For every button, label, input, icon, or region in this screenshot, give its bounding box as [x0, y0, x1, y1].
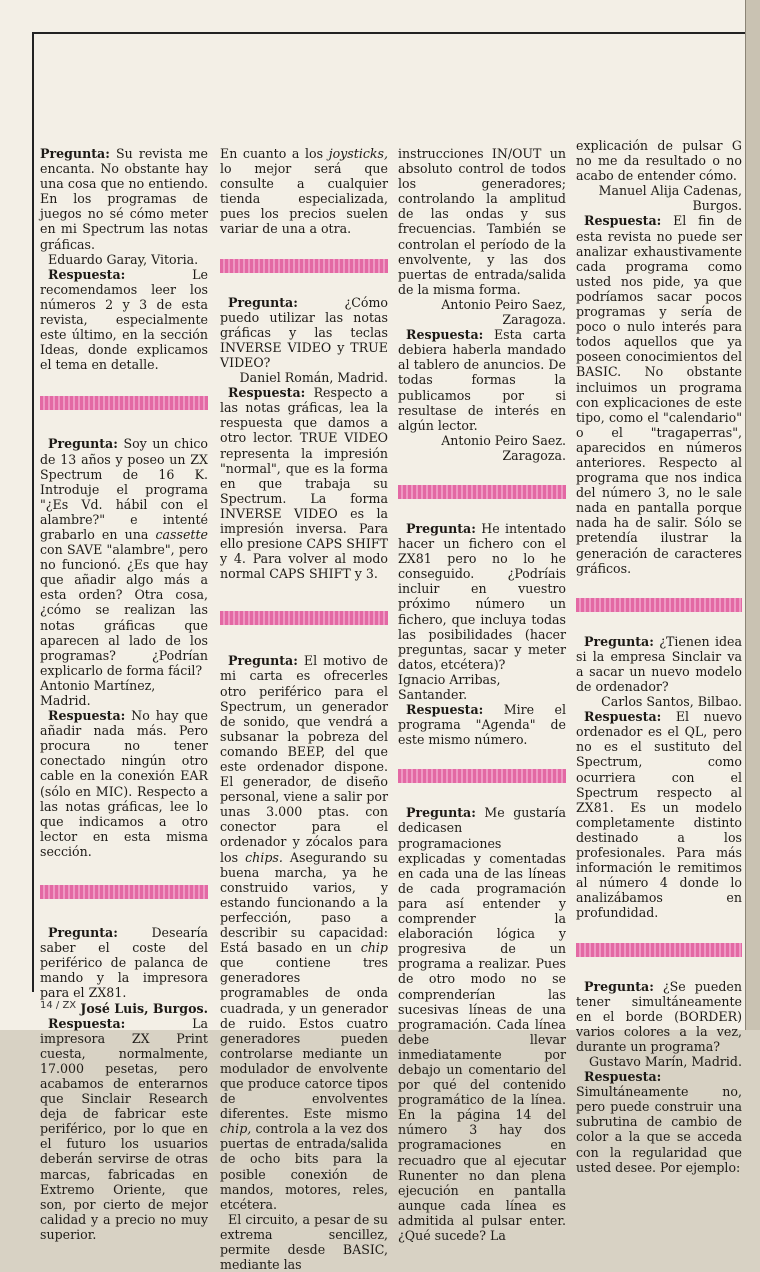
letter-continuation: explicación de pulsar G no me da resultado o no acabo de entender cómo.: [576, 138, 742, 184]
letter-question: [40, 146, 208, 252]
column-4: [576, 138, 742, 1175]
question-label: Pregunta:: [48, 436, 118, 452]
answer-label: Respuesta:: [406, 327, 484, 343]
question-label: Pregunta:: [40, 146, 110, 161]
question-label: Pregunta:: [228, 294, 298, 310]
section-separator: [40, 885, 208, 899]
question-label: Pregunta:: [48, 925, 118, 941]
question-text: Me gustaría dedicasen programaciones explicadas y comentadas en cada una de las líneas de cada programación para así entender y comprender la elaboración lógica y progresiva de un programa a realizar. Pues de otro modo no se comprenderían las sucesivas líneas de una programación. Cada línea debe llevar inmediatamente por debajo un comentario del por qué del contenido programático de la línea. En la página 14 del número 3 hay dos programaciones en recuadro que al ejecutar Runenter no dan plena ejecución en pantalla aunque cada línea es admitida al pulsar enter. ¿Qué sucede? La: [398, 805, 566, 1243]
body-text: lo mejor será que consulte a cualquier tienda especializada, pues los precios suelen variar de una a otra.: [220, 161, 388, 237]
letter-answer: [398, 327, 566, 433]
letter-question: [220, 653, 388, 1211]
section-separator: [220, 611, 388, 625]
question-label: Pregunta:: [406, 520, 476, 536]
question-text: que contiene tres generadores programables de onda cuadrada, y un generador de ruido. Estos cuatro generadores pueden controlarse mediante un modulador de envolvente que produce catorce tipos de envolventes diferentes. Este mismo: [220, 955, 388, 1122]
letter-continuation: [220, 146, 388, 237]
letter-question: [40, 436, 208, 678]
question-text: Desearía saber el coste del periférico de palanca de mando y la impresora para el ZX81.: [40, 925, 208, 1001]
letter-question: [40, 925, 208, 1000]
section-separator: [398, 769, 566, 783]
letter-continuation: instrucciones IN/OUT un absoluto control de todos los generadores; controlando la amplitud de las ondas y sus frecuencias. También se controlan el período de la envolvente, y las dos puertas de entrada/salida de la misma forma.: [398, 146, 566, 297]
letter-question: [398, 521, 566, 672]
answer-text: La impresora ZX Print cuesta, normalmente, 17.000 pesetas, pero acabamos de enterarnos que Sinclair Research deja de fabricar este periférico, por lo que en el futuro los usuarios deberán servirse de otras marcas, fabricadas en Extremo Oriente, que son, por cierto de mejor calidad y a precio no muy superior.: [40, 1015, 208, 1242]
letter-answer: [40, 1016, 208, 1242]
question-text-italic: chip,: [220, 1121, 252, 1137]
answer-text: El fin de esta revista no puede ser analizar exhaustivamente cada programa como usted nos pide, ya que podríamos sacar pocos programas y sería de poco o nulo interés para todos aquellos que ya poseen conocimientos del BASIC. No obstante incluimos un programa con explicaciones de este tipo, como el "calendario" o el "tragaperras", aparecidos en números anteriores. Respecto al programa que nos indica del número 3, no le sale nada en pantalla porque nada ha de salir. Sólo se pretendía ilustrar la generación de caracteres gráficos.: [576, 213, 742, 576]
letter-answer: [576, 1069, 742, 1175]
answer-label: Respuesta:: [48, 1015, 126, 1031]
answer-label: Respuesta:: [584, 213, 662, 229]
section-separator: [40, 396, 208, 410]
question-label: Pregunta:: [584, 978, 654, 994]
answer-label: Respuesta:: [48, 708, 126, 724]
letter-question: [576, 979, 742, 1054]
question-text: ¿Tienen idea si la empresa Sinclair va a sacar un nuevo modelo de ordenador?: [576, 633, 742, 694]
answer-text: Mire el programa "Agenda" de este mismo número.: [398, 702, 566, 748]
section-separator: [576, 598, 742, 612]
answer-text: Respecto a las notas gráficas, lea la respuesta que damos a otro lector. TRUE VIDEO representa la impresión "normal", que es la forma en que trabaja su Spectrum. La forma INVERSE VIDEO es la impresión inversa. Para ello presione CAPS SHIFT y 4. Para volver al modo normal CAPS SHIFT y 3.: [220, 385, 388, 582]
question-text-italic: chip: [360, 940, 388, 956]
letter-answer: [40, 708, 208, 859]
letter-paragraph: El circuito, a pesar de su extrema sencillez, permite desde BASIC, mediante las: [220, 1211, 388, 1272]
letter-question: [220, 295, 388, 370]
letter-signature: Antonio Peiro Saez,: [441, 296, 566, 312]
letter-signature: Manuel Alija Cadenas,: [598, 183, 742, 199]
section-separator: [398, 485, 566, 499]
letter-signature: Carlos Santos, Bilbao.: [601, 694, 742, 710]
letter-answer: [220, 385, 388, 581]
letter-signature: Gustavo Marín, Madrid.: [588, 1053, 742, 1069]
question-text: Asegurando su buena marcha, ya he construido varios, y estando funcionando a la perfección, paso a describir su capacidad: Está basado en un: [220, 849, 388, 956]
answer-label: Respuesta:: [228, 385, 306, 401]
question-text-italic: chips.: [245, 849, 283, 865]
column-1: [40, 146, 208, 1242]
question-label: Pregunta:: [228, 653, 298, 669]
question-label: Pregunta:: [406, 805, 476, 821]
question-text: ¿Cómo puedo utilizar las notas gráficas y las teclas INVERSE VIDEO y TRUE VIDEO?: [220, 294, 388, 370]
answer-label: Respuesta:: [584, 709, 662, 725]
answer-label: Respuesta:: [584, 1069, 662, 1085]
question-text: Soy un chico de 13 años y poseo un ZX Spectrum de 16 K. Introduje el programa "¿Es Vd. hábil con el alambre?" e intenté grabarlo en una: [40, 436, 208, 542]
answer-text: No hay que añadir nada más. Pero procura no tener conectado ningún otro cable en la conexión EAR (sólo en MIC). Respecto a las notas gráficas, lee lo que indicamos a otro lector en esta misma sección.: [40, 708, 208, 859]
letter-answer: [576, 213, 742, 575]
page-number: 14 / ZX: [40, 1000, 77, 1011]
body-text: En cuanto a los: [220, 146, 329, 161]
question-text: con SAVE "alambre", pero no funcionó. ¿Es que hay que añadir algo más a esta orden? Otra cosa, ¿cómo se realizan las notas gráficas que aparecen al lado de los programas? ¿Podrían explicarlo de forma fácil?: [40, 542, 208, 678]
letter-signature-city: Zaragoza.: [502, 447, 566, 463]
section-separator: [220, 259, 388, 273]
letter-signature: Antonio Martínez, Madrid.: [40, 677, 156, 708]
letter-question: [398, 805, 566, 1243]
letter-answer: [398, 702, 566, 747]
letter-answer: [576, 709, 742, 920]
question-text-italic: cassette: [155, 526, 208, 542]
letter-signature: Antonio Peiro Saez.: [441, 432, 566, 448]
body-text-italic: joysticks,: [328, 146, 388, 161]
frame-rule-left: [32, 32, 34, 992]
question-text: ¿Se pueden tener simultáneamente en el borde (BORDER) varios colores a la vez, durante un programa?: [576, 978, 742, 1054]
question-text: controla a la vez dos puertas de entrada/salida de ocho bits para la posible conexión de mandos, motores, reles, etcétera.: [220, 1121, 388, 1212]
letter-signature: José Luis, Burgos.: [80, 1000, 208, 1016]
question-text: He intentado hacer un fichero con el ZX81 pero no lo he conseguido. ¿Podríais incluir en vuestro próximo número un fichero, que incluya todas las posibilidades (hacer preguntas, sacar y meter datos, etcétera)?: [398, 520, 566, 672]
letter-answer: [40, 267, 208, 373]
letter-signature-city: Zaragoza.: [502, 312, 566, 328]
letter-question: [576, 634, 742, 694]
question-text: El motivo de mi carta es ofrecerles otro periférico para el Spectrum, un generador de sonido, que vendrá a subsanar la pobreza del comando BEEP, del que este ordenador dispone. El generador, de diseño personal, viene a salir por unas 3.000 ptas. con conector para el ordenador y zócalos para los: [220, 653, 388, 865]
answer-text: El nuevo ordenador es el QL, pero no es el sustituto del Spectrum, como ocurriera con el Spectrum respecto al ZX81. Es un modelo completamente distinto destinado a los profesionales. Para más información le remitimos al número 4 donde lo analizábamos en profundidad.: [576, 709, 742, 921]
answer-text: Le recomendamos leer los números 2 y 3 de esta revista, especialmente este último, en la sección Ideas, donde explicamos el tema en detalle.: [40, 266, 208, 373]
letter-signature: Daniel Román, Madrid.: [239, 370, 388, 386]
page-edge: [745, 0, 760, 1030]
letter-signature-city: Burgos.: [692, 198, 742, 214]
question-label: Pregunta:: [584, 633, 654, 649]
answer-text: Esta carta debiera haberla mandado al tablero de anuncios. De todas formas la publicamos por si resultase de interés en algún lector.: [398, 327, 566, 433]
frame-rule-top: [32, 32, 752, 34]
section-separator: [576, 943, 742, 957]
column-3: [398, 146, 566, 1243]
letter-signature: Ignacio Arribas, Santander.: [398, 671, 501, 702]
answer-label: Respuesta:: [48, 266, 126, 282]
answer-text: Simultáneamente no, pero puede construir una subrutina de cambio de color a la que se acceda con la regularidad que usted desee. Por ejemplo:: [576, 1084, 742, 1175]
answer-label: Respuesta:: [406, 702, 484, 718]
column-2: [220, 146, 388, 1272]
letter-signature: Eduardo Garay, Vitoria.: [48, 251, 199, 267]
question-text: Su revista me encanta. No obstante hay una cosa que no entiendo. En los programas de juegos no sé cómo meter en mi Spectrum las notas gráficas.: [40, 146, 208, 252]
